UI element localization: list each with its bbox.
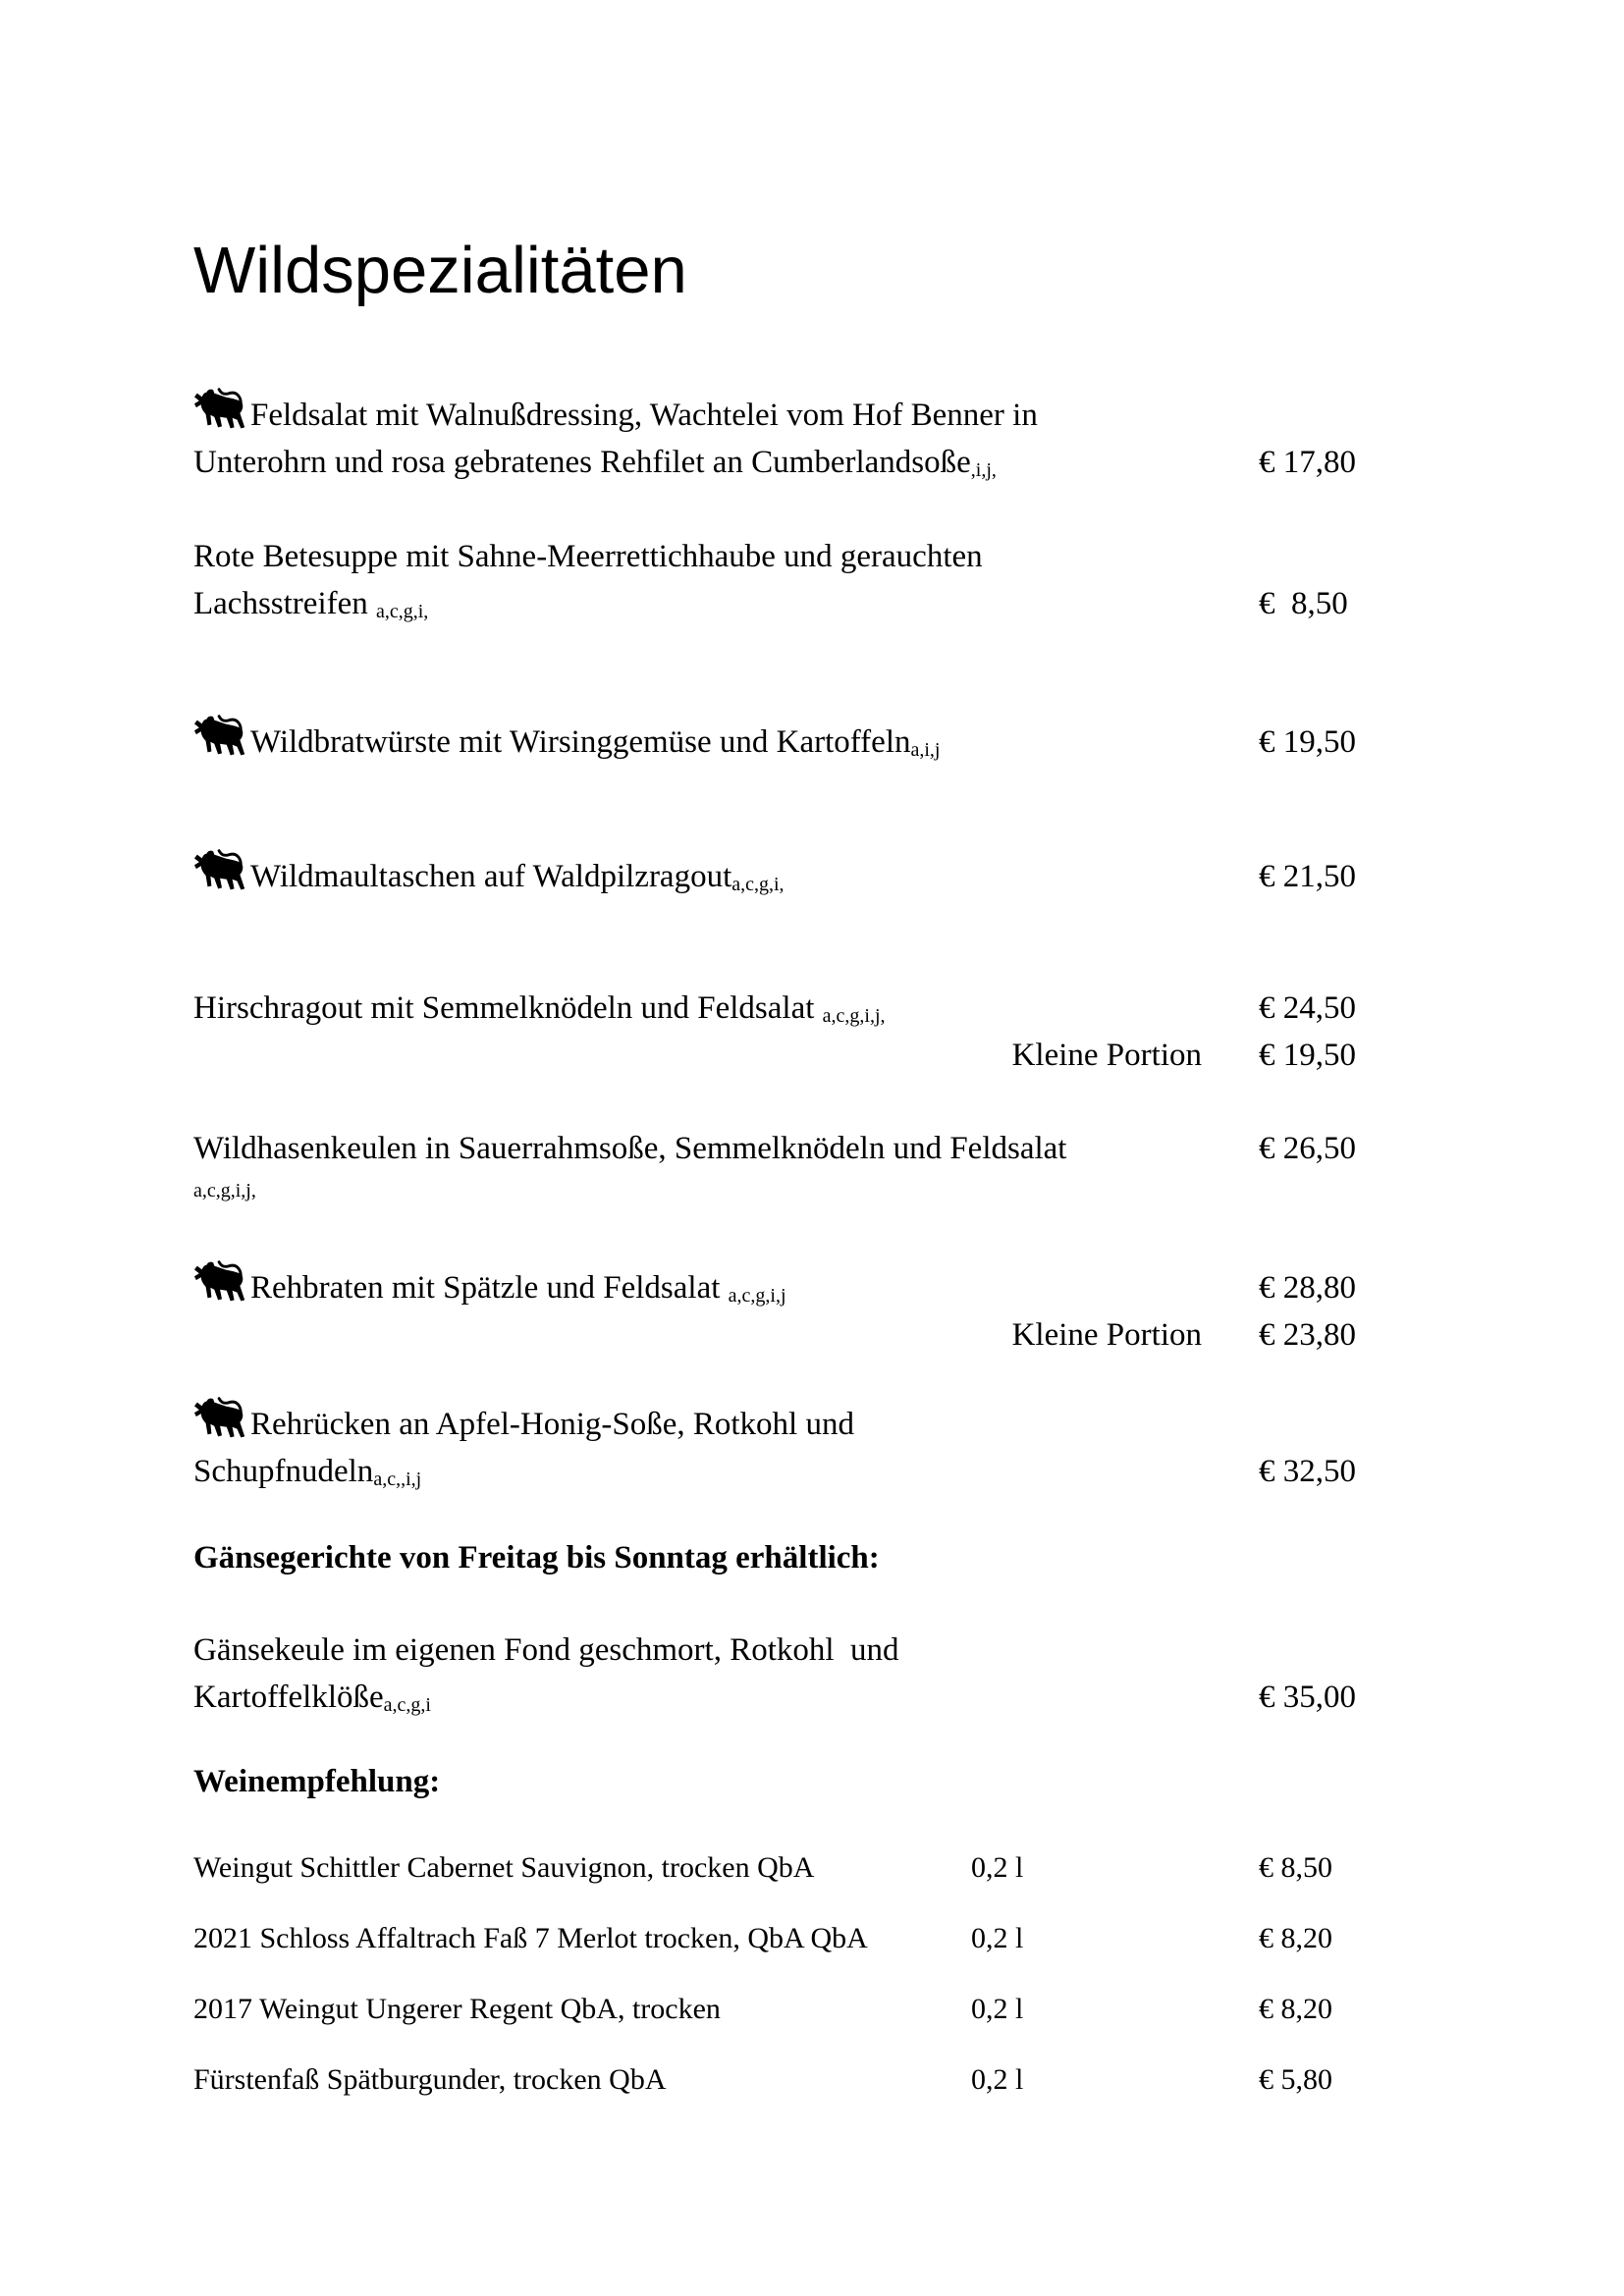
dish-text: Unterohrn und rosa gebratenes Rehfilet an Cumberlandsoße (193, 445, 971, 480)
price: € 32,50 (1259, 1454, 1356, 1489)
dish-text: Feldsalat mit Walnußdressing, Wachtelei vom Hof Benner in (250, 398, 1038, 433)
wine-row (193, 1849, 1381, 1887)
wine-row (193, 2061, 1381, 2099)
menu-item (193, 533, 1381, 627)
dish-name-line (193, 533, 1259, 580)
small-portion-row (193, 1032, 1381, 1079)
lion-crest-icon (193, 387, 250, 432)
dish-text: Gänsekeule im eigenen Fond geschmort, Rotkohl und (193, 1632, 899, 1668)
wine-name: Weingut Schittler Cabernet Sauvignon, trocken QbA (193, 1851, 815, 1884)
menu-item (193, 1125, 1381, 1172)
dish-description (193, 1125, 1259, 1172)
wine-price: € 8,20 (1259, 1993, 1332, 2025)
dish-description (193, 1259, 1259, 1311)
price: € 28,80 (1259, 1270, 1356, 1306)
lion-crest-icon (193, 1396, 250, 1441)
allergen-codes: a,c,g,i,j, (822, 1005, 886, 1027)
allergen-codes: a,c,,i,j (373, 1468, 422, 1490)
dish-description (193, 1627, 1259, 1721)
page-title: Wildspezialitäten (193, 234, 687, 307)
portion-label-cell (193, 1311, 1259, 1359)
menu-item (193, 1627, 1381, 1721)
dish-name-line (193, 1674, 1259, 1721)
wine-price: € 5,80 (1259, 2063, 1332, 2096)
allergen-codes: a,c,g,i (383, 1694, 431, 1716)
menu-item (193, 848, 1381, 900)
small-portion-row (193, 1311, 1381, 1359)
allergen-codes: a,c,g,i,j, (193, 1180, 256, 1201)
dish-name-line (193, 439, 1259, 486)
wine-name: Fürstenfaß Spätburgunder, trocken QbA (193, 2063, 667, 2096)
dish-name-line (193, 580, 1259, 627)
menu-item (193, 387, 1381, 486)
dish-name-line (193, 1627, 1259, 1674)
allergen-codes: a,c,g,i, (376, 601, 429, 622)
dish-name-line (193, 848, 1259, 900)
menu-item (193, 985, 1381, 1032)
wine-quantity: 0,2 l (971, 1851, 1024, 1884)
wine-quantity: 0,2 l (971, 2063, 1024, 2096)
price: € 8,50 (1259, 586, 1348, 621)
dish-text: Hirschragout mit Semmelknödeln und Feldsalat (193, 990, 823, 1026)
dish-text: Schupfnudeln (193, 1454, 374, 1489)
lion-crest-icon (193, 848, 250, 893)
dish-text: Lachsstreifen (193, 586, 376, 621)
price: € 23,80 (1259, 1317, 1356, 1353)
dish-name-line (193, 1448, 1259, 1495)
dish-description (193, 985, 1259, 1032)
menu-item (193, 714, 1381, 766)
dish-name-line (193, 1259, 1259, 1311)
dish-name-line (193, 387, 1259, 439)
price: € 35,00 (1259, 1680, 1356, 1715)
dish-text: Rehbraten mit Spätzle und Feldsalat (250, 1270, 729, 1306)
dish-description (193, 1396, 1259, 1495)
dish-text: Rehrücken an Apfel-Honig-Soße, Rotkohl und (250, 1407, 854, 1442)
dish-description (193, 533, 1259, 627)
allergen-codes: a,i,j (910, 739, 941, 761)
price: € 19,50 (1259, 1038, 1356, 1073)
dish-name-line (193, 1396, 1259, 1448)
dish-description (193, 848, 1259, 900)
dish-name-line (193, 1125, 1259, 1172)
dish-text: Rote Betesuppe mit Sahne-Meerrettichhaube und gerauchten (193, 539, 983, 574)
dish-text: Wildhasenkeulen in Sauerrahmsoße, Semmelknödeln und Feldsalat (193, 1131, 1067, 1166)
section-heading-goose: Gänsegerichte von Freitag bis Sonntag erhältlich: (193, 1540, 880, 1575)
wine-name: 2017 Weingut Ungerer Regent QbA, trocken (193, 1993, 721, 2025)
portion-label: Kleine Portion (1011, 1317, 1202, 1353)
portion-label-cell (193, 1032, 1259, 1079)
price: € 24,50 (1259, 990, 1356, 1026)
price: € 17,80 (1259, 445, 1356, 480)
section-heading-wine: Weinempfehlung: (193, 1764, 441, 1799)
dish-text: Kartoffelklöße (193, 1680, 384, 1715)
lion-crest-icon (193, 1259, 250, 1305)
wine-name: 2021 Schloss Affaltrach Faß 7 Merlot trocken, QbA QbA (193, 1922, 868, 1954)
price: € 21,50 (1259, 859, 1356, 894)
dish-description (193, 714, 1259, 766)
price: € 26,50 (1259, 1131, 1356, 1166)
wine-row (193, 1991, 1381, 2028)
wine-row (193, 1920, 1381, 1957)
menu-item (193, 1259, 1381, 1311)
allergen-codes: ,i,j, (970, 459, 997, 481)
dish-text: Wildmaultaschen auf Waldpilzragout (250, 859, 732, 894)
menu-item (193, 1396, 1381, 1495)
wine-price: € 8,50 (1259, 1851, 1332, 1884)
dish-name-line (193, 714, 1259, 766)
dish-text: Wildbratwürste mit Wirsinggemüse und Kartoffeln (250, 724, 911, 760)
lion-crest-icon (193, 714, 250, 759)
wine-quantity: 0,2 l (971, 1993, 1024, 2025)
dish-description (193, 387, 1259, 486)
portion-label: Kleine Portion (1011, 1038, 1202, 1073)
allergen-codes: a,c,g,i, (731, 874, 785, 895)
price: € 19,50 (1259, 724, 1356, 760)
dish-name-line (193, 985, 1259, 1032)
wine-price: € 8,20 (1259, 1922, 1332, 1954)
wine-quantity: 0,2 l (971, 1922, 1024, 1954)
allergen-codes: a,c,g,i,j (728, 1285, 786, 1307)
